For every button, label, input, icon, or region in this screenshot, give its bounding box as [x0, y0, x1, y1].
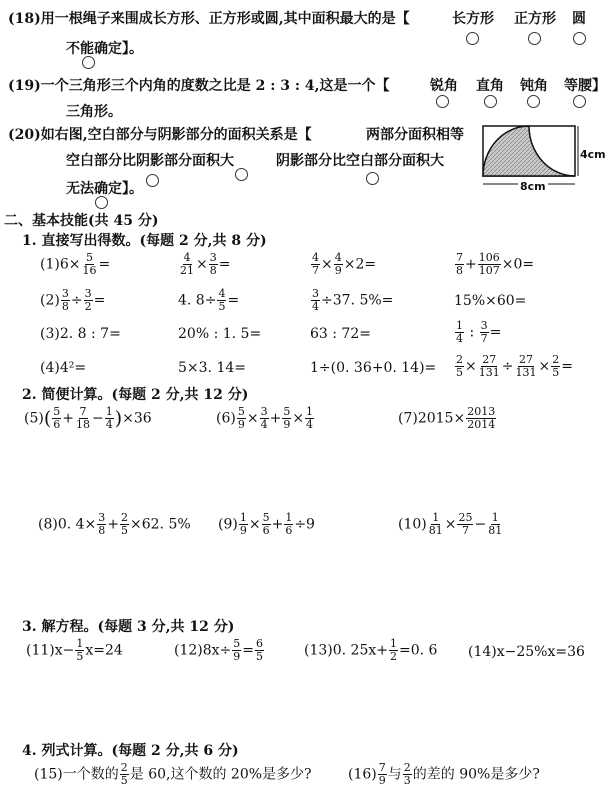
- fraction-numerator: 2013: [467, 405, 496, 418]
- fraction: [428, 512, 444, 537]
- fraction-denominator: 16: [82, 264, 97, 277]
- fraction-denominator: 2: [84, 300, 92, 313]
- fraction: [455, 354, 464, 379]
- fraction-denominator: 8: [98, 524, 106, 537]
- fraction-numerator: 3: [61, 287, 69, 300]
- p1-q2: (2) $\frac{3}{8}$ ÷ $\frac{3}{2}$ =: [40, 287, 106, 313]
- fraction: [466, 406, 496, 431]
- fraction-denominator: 5: [76, 650, 84, 663]
- fraction: [305, 406, 314, 431]
- fraction-denominator: 107: [478, 264, 500, 277]
- fraction-denominator: 5: [256, 650, 264, 663]
- fraction-numerator: 3: [312, 287, 319, 300]
- p1-q4-c: 1÷(0. 36+0. 14)=: [310, 360, 437, 376]
- fraction: [52, 406, 61, 431]
- q18-option-d-circle[interactable]: [82, 56, 95, 69]
- p1-q4: (4)4²=: [40, 360, 87, 376]
- fraction-denominator: 131: [515, 366, 537, 379]
- q20-option-b-circle[interactable]: [146, 174, 159, 187]
- fraction-denominator: 131: [478, 366, 500, 379]
- fraction-denominator: 7: [461, 524, 469, 537]
- q18-stem: (18)用一根绳子来围成长方形、正方形或圆,其中面积最大的是【: [8, 11, 410, 27]
- q20-stem: (20)如右图,空白部分与阴影部分的面积关系是【: [8, 127, 312, 143]
- fraction-numerator: 4: [312, 251, 319, 264]
- q19-option-d-circle[interactable]: [573, 95, 586, 108]
- fraction: [311, 288, 320, 313]
- fraction-numerator: 7: [79, 405, 87, 418]
- fraction-numerator: 1: [285, 511, 293, 524]
- p1-q2-c: $\frac{3}{4}$ ÷37. 5%=: [312, 287, 394, 313]
- q19-option-a-circle[interactable]: [436, 95, 449, 108]
- part3-title: 3. 解方程。(每题 3 分,共 12 分): [22, 619, 235, 635]
- fraction-numerator: 1: [491, 511, 499, 524]
- q19-stem: (19)一个三角形三个内角的度数之比是 2 : 3 : 4,这是一个【: [8, 78, 390, 94]
- fraction-numerator: 1: [239, 511, 247, 524]
- fraction-numerator: 5: [85, 251, 93, 264]
- fraction: [84, 288, 93, 313]
- q20-option-a[interactable]: 两部分面积相等: [366, 127, 464, 143]
- p1-q3-b: 20% : 1. 5=: [178, 326, 262, 342]
- q18-option-a-circle[interactable]: [466, 32, 479, 45]
- p1-q1-c: $\frac{4}{7}$ × $\frac{4}{9}$ ×2=: [312, 251, 377, 277]
- fraction-denominator: 5: [121, 524, 129, 537]
- p1-q1: (1)6× $\frac{5}{16}$ =: [40, 251, 111, 277]
- section-title: 二、基本技能(共 45 分): [4, 213, 159, 229]
- fraction-numerator: 7: [456, 251, 463, 264]
- fraction-denominator: 4: [306, 418, 314, 431]
- fraction-numerator: 1: [390, 637, 397, 650]
- fraction: [209, 252, 218, 277]
- part2-title: 2. 简便计算。(每题 2 分,共 12 分): [22, 387, 249, 403]
- fraction-numerator: 4: [218, 287, 226, 300]
- fraction: [282, 406, 291, 431]
- q18-option-c[interactable]: 圆: [572, 11, 586, 27]
- q20-option-c[interactable]: 阴影部分比空白部分面积大: [276, 153, 444, 169]
- fraction-denominator: 8: [209, 264, 217, 277]
- fraction: [551, 354, 560, 379]
- fraction: [389, 638, 398, 663]
- p1-q3-d: $\frac{1}{4}$ : $\frac{3}{7}$ =: [456, 319, 502, 345]
- p1-q2-d: 15%×60=: [454, 293, 527, 309]
- fraction-denominator: 9: [233, 650, 241, 663]
- q19-option-b[interactable]: 直角: [476, 78, 504, 94]
- q19-option-d[interactable]: 等腰】: [564, 78, 606, 94]
- fraction-denominator: 6: [53, 418, 61, 431]
- fraction-denominator: 9: [334, 264, 342, 277]
- fraction-denominator: 2014: [467, 418, 496, 431]
- fraction-numerator: 5: [262, 511, 270, 524]
- p1-q1-b: $\frac{4}{21}$ × $\frac{3}{8}$ =: [180, 251, 231, 277]
- part1-title: 1. 直接写出得数。(每题 2 分,共 8 分): [22, 233, 267, 249]
- q18-option-b[interactable]: 正方形: [514, 11, 556, 27]
- fraction: [403, 762, 412, 787]
- fraction-numerator: 3: [209, 251, 217, 264]
- p1-q3-c: 63 : 72=: [310, 326, 371, 342]
- fraction-denominator: 6: [262, 524, 270, 537]
- fraction-denominator: 81: [428, 524, 443, 537]
- fraction: [61, 288, 70, 313]
- p1-q3: (3)2. 8 : 7=: [40, 326, 121, 342]
- q19-option-b-circle[interactable]: [484, 95, 497, 108]
- fraction-denominator: 8: [456, 264, 463, 277]
- fraction-denominator: 6: [285, 524, 293, 537]
- p3-q13: (13)0. 25x+ $\frac{1}{2}$ =0. 6: [304, 637, 438, 663]
- fraction-numerator: 1: [306, 405, 314, 418]
- fraction: [237, 406, 246, 431]
- fraction-numerator: 5: [237, 405, 245, 418]
- fraction: [179, 252, 195, 277]
- fraction-denominator: 5: [218, 300, 226, 313]
- p2-q7: (7)2015× $\frac{2013}{2014}$: [398, 405, 496, 431]
- fraction-denominator: 18: [76, 418, 90, 431]
- p4-q15: (15)一个数的 $\frac{2}{5}$ 是 60,这个数的 20%是多少?: [34, 761, 312, 787]
- fraction-denominator: 81: [488, 524, 503, 537]
- p1-q1-d: $\frac{7}{8}$ + $\frac{106}{107}$ ×0=: [456, 251, 535, 277]
- fraction-numerator: 106: [478, 251, 500, 264]
- fraction-denominator: 9: [237, 418, 245, 431]
- fraction: [311, 252, 320, 277]
- fraction-denominator: 4: [456, 332, 463, 345]
- fraction-denominator: 5: [120, 774, 128, 787]
- p2-q8: (8)0. 4× $\frac{3}{8}$ + $\frac{2}{5}$ ×62. 5%: [38, 511, 191, 537]
- fraction-numerator: 2: [552, 353, 560, 366]
- fraction: [120, 512, 129, 537]
- q20-option-d[interactable]: 无法确定】。: [66, 181, 143, 197]
- q18-option-d[interactable]: 不能确定】。: [66, 41, 143, 57]
- p3-q11: (11)x− $\frac{1}{5}$ x=24: [26, 637, 123, 663]
- fraction: [455, 252, 464, 277]
- fraction-numerator: 7: [378, 761, 386, 774]
- fraction-numerator: 1: [432, 511, 440, 524]
- fraction-numerator: 27: [482, 353, 497, 366]
- fraction-denominator: 9: [378, 774, 386, 787]
- fraction-numerator: 4: [334, 251, 342, 264]
- p1-q2-b: 4. 8÷ $\frac{4}{5}$ =: [178, 287, 240, 313]
- fraction-numerator: 5: [283, 405, 291, 418]
- fraction-denominator: 5: [456, 366, 463, 379]
- fraction: [480, 320, 489, 345]
- fraction: [262, 512, 271, 537]
- fraction: [81, 252, 97, 277]
- fraction-numerator: 2: [456, 353, 463, 366]
- fraction-denominator: 7: [312, 264, 319, 277]
- fraction-numerator: 27: [518, 353, 533, 366]
- p3-q14: (14)x−25%x=36: [468, 644, 585, 660]
- fraction-numerator: 25: [458, 511, 473, 524]
- q20-option-d-circle[interactable]: [95, 196, 108, 209]
- fraction: [487, 512, 503, 537]
- fraction: [378, 762, 387, 787]
- fraction: [478, 354, 501, 379]
- p4-q16: (16) $\frac{7}{9}$ 与 $\frac{2}{3}$ 的差的 90%是多少?: [348, 761, 540, 787]
- p3-q12: (12)8x÷ $\frac{5}{9}$ = $\frac{6}{5}$: [174, 637, 264, 663]
- fraction: [260, 406, 269, 431]
- part4-title: 4. 列式计算。(每题 2 分,共 6 分): [22, 743, 239, 759]
- q20-option-a-circle[interactable]: [235, 168, 248, 181]
- fraction-denominator: 4: [312, 300, 319, 313]
- fraction-denominator: 5: [552, 366, 560, 379]
- fraction-numerator: 6: [256, 637, 264, 650]
- fraction-denominator: 3: [403, 774, 411, 787]
- fraction-numerator: 3: [98, 511, 106, 524]
- fraction: [97, 512, 106, 537]
- fraction: [478, 252, 501, 277]
- fraction-numerator: 5: [53, 405, 61, 418]
- fraction-denominator: 9: [239, 524, 247, 537]
- fraction-numerator: 3: [84, 287, 92, 300]
- figure-width-label: 8cm: [520, 180, 546, 193]
- q20-option-c-circle[interactable]: [366, 172, 379, 185]
- fraction-numerator: 3: [480, 319, 488, 332]
- q19-option-c[interactable]: 钝角: [520, 78, 548, 94]
- p2-q9: (9) $\frac{1}{9}$ × $\frac{5}{6}$ + $\frac{1}{6}$ ÷9: [218, 511, 315, 537]
- p2-q6: (6) $\frac{5}{9}$ × $\frac{3}{4}$ + $\frac{5}{9}$ × $\frac{1}{4}$: [216, 405, 314, 431]
- fraction: [455, 320, 464, 345]
- fraction-numerator: 4: [183, 251, 191, 264]
- fraction-denominator: 4: [260, 418, 268, 431]
- p1-q4-d: $\frac{2}{5}$ × $\frac{27}{131}$ ÷ $\frac{27}{131}$ × $\frac{2}{5}$ =: [456, 353, 573, 379]
- fraction-numerator: 2: [403, 761, 411, 774]
- p2-q10: (10) $\frac{1}{81}$ × $\frac{25}{7}$ − $\frac{1}{81}$: [398, 511, 503, 537]
- fraction-numerator: 3: [260, 405, 268, 418]
- p2-q5: (5)( $\frac{5}{6}$ + $\frac{7}{18}$ − $\frac{1}{4}$ )×36: [24, 405, 152, 431]
- fraction-numerator: 5: [233, 637, 241, 650]
- fraction: [120, 762, 129, 787]
- fraction: [284, 512, 293, 537]
- fraction-numerator: 2: [120, 761, 128, 774]
- fraction: [105, 406, 114, 431]
- q18-option-b-circle[interactable]: [528, 32, 541, 45]
- fraction-denominator: 9: [283, 418, 291, 431]
- q19-option-a[interactable]: 锐角: [430, 78, 458, 94]
- fraction-denominator: 21: [180, 264, 194, 277]
- fraction: [514, 354, 537, 379]
- fraction: [457, 512, 473, 537]
- fraction: [334, 252, 343, 277]
- fraction-numerator: 2: [121, 511, 129, 524]
- q19-option-c-circle[interactable]: [527, 95, 540, 108]
- q18-option-c-circle[interactable]: [573, 32, 586, 45]
- p1-q4-b: 5×3. 14=: [178, 360, 246, 376]
- fraction-denominator: 7: [480, 332, 488, 345]
- fraction-numerator: 1: [76, 637, 84, 650]
- fraction: [217, 288, 226, 313]
- fraction-numerator: 1: [456, 319, 463, 332]
- figure-height-label: 4cm: [580, 148, 606, 161]
- fraction-denominator: 2: [390, 650, 397, 663]
- fraction-numerator: 1: [105, 405, 113, 418]
- fraction-denominator: 8: [61, 300, 69, 313]
- fraction: [75, 638, 84, 663]
- fraction: [232, 638, 241, 663]
- q19-tail: 三角形。: [66, 104, 122, 120]
- q18-option-a[interactable]: 长方形: [452, 11, 494, 27]
- q20-option-b[interactable]: 空白部分比阴影部分面积大: [66, 153, 234, 169]
- fraction: [255, 638, 264, 663]
- fraction-denominator: 4: [105, 418, 113, 431]
- fraction: [75, 406, 91, 431]
- fraction: [239, 512, 248, 537]
